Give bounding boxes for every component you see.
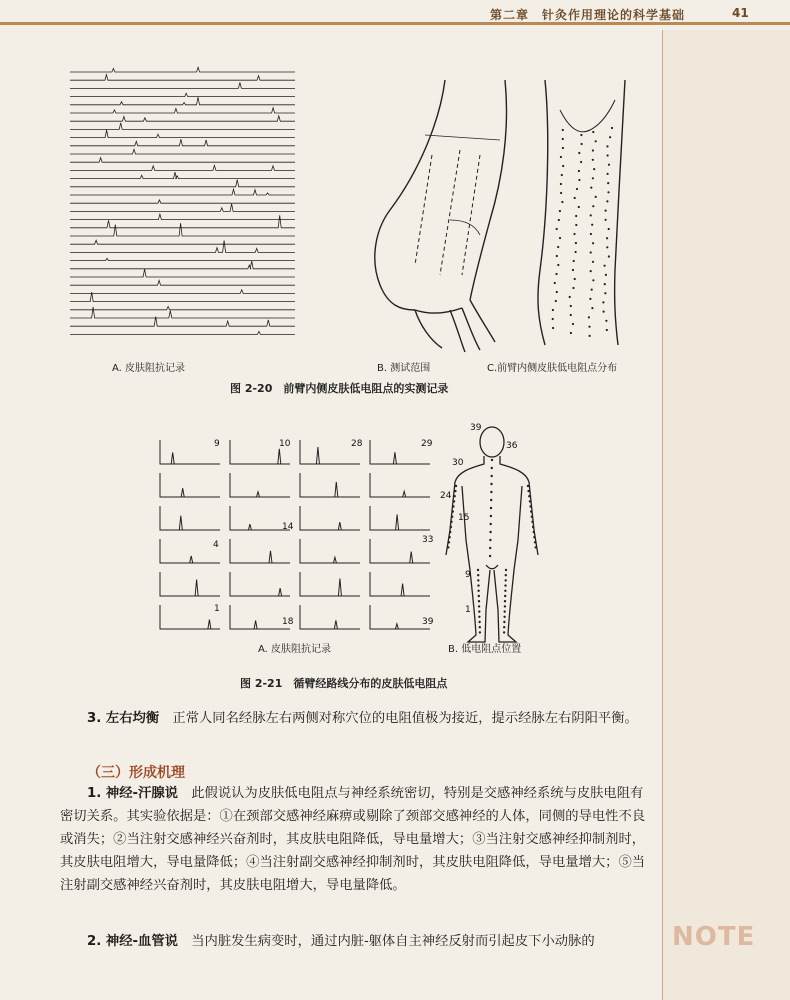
impedance-trace [70,331,295,334]
body-label: 1 [465,605,471,615]
dot [592,149,594,151]
dot [450,521,452,523]
impedance-trace [70,123,295,130]
dot [607,154,609,156]
dot [477,579,479,581]
dot [589,335,591,337]
trace-peak [254,621,257,630]
dot [504,595,506,597]
page-number: 41 [732,6,749,20]
dot [572,287,574,289]
dot [592,242,594,244]
fig-2-20-caption-a: A. 皮肤阻抗记录 [112,363,186,374]
figure-2-21-graphic [150,420,570,650]
impedance-trace [70,240,295,244]
dot [503,626,505,628]
trace-peak [179,516,182,530]
dot [607,191,609,193]
dot [572,323,574,325]
dot [605,210,607,212]
trace-label: 28 [351,439,363,449]
dot [449,531,451,533]
dot [491,475,493,477]
paragraph-text: 此假说认为皮肤低电阻点与神经系统密切，特别是交感神经系统与皮肤电阻有密切关系。其实验依据是：①在颈部交感神经麻痹或剔除了颈部交感神经的人体，同侧的导电性不良或消失；②当注射交感神经兴奋剂时，其皮肤电阻降低，导电量增大；③当注射交感神经抑制剂时，其皮肤电阻增大，导电量降低；④当注射副交感神经抑制剂时，其皮肤电阻降低，导电量增大；⑤当注射副交感神经兴奋剂时，其皮肤电阻增大，导电量降低。 [60,786,646,893]
trace-panel [230,473,290,497]
trace-label: 14 [282,522,294,532]
dot [592,279,594,281]
trace-peak [248,524,251,530]
dot [562,147,564,149]
dot [478,605,480,607]
trace-peak [269,551,272,563]
impedance-trace [70,75,295,81]
dot [605,320,607,322]
dot [578,152,580,154]
dot [533,536,535,538]
dot [589,298,591,300]
impedance-trace [70,172,295,179]
trace-label: 9 [214,439,220,449]
trace-panel [230,506,290,530]
dot [574,278,576,280]
trace-peak [195,580,198,596]
dot [479,626,481,628]
dot [535,546,537,548]
dot [557,264,559,266]
dot [478,621,480,623]
dot [574,197,576,199]
impedance-trace [70,258,295,260]
trace-label: 39 [422,617,434,627]
trace-panel [300,506,360,530]
trace-peak [190,556,193,563]
dot [590,187,592,189]
dot [558,219,560,221]
trace-peak [401,584,404,597]
trace-panel [160,506,220,530]
dot [478,595,480,597]
dot [575,242,577,244]
figure-2-20-graphic [70,60,660,360]
trace-peak [338,522,341,530]
dot [477,569,479,571]
body-label: 24 [440,491,452,501]
dot [478,616,480,618]
dot [570,332,572,334]
impedance-trace [70,269,295,277]
dot [588,326,590,328]
dot [590,233,592,235]
margin-rule [662,30,663,1000]
impedance-trace [70,108,295,113]
impedance-trace [70,158,295,163]
paragraph-text: 正常人同名经脉左右两侧对称穴位的电阻值极为接近，提示经脉左右阴阳平衡。 [172,711,638,726]
fig-2-21-caption-b: B. 低电阻点位置 [448,644,522,655]
dot [602,301,604,303]
dot [489,555,491,557]
trace-peak [278,449,281,464]
trace-peak [333,557,336,563]
dot [448,536,450,538]
dot [606,200,608,202]
dot [608,228,610,230]
trace-peak [334,620,337,629]
dot [504,600,506,602]
dot [490,523,492,525]
low-resistance-dots [552,127,614,337]
body-label: 39 [470,423,482,433]
dot [450,526,452,528]
dot [531,521,533,523]
chapter-title: 第二章 针灸作用理论的科学基础 [490,8,686,22]
dot [573,233,575,235]
impedance-trace [70,290,295,294]
impedance-trace [70,307,295,310]
dot [454,490,456,492]
dot [552,327,554,329]
forearm-dot-illustration [538,80,625,345]
dot [451,516,453,518]
impedance-trace [70,223,295,236]
dot [609,136,611,138]
trace-label: 29 [421,439,433,449]
impedance-trace [70,139,295,146]
impedance-trace [70,261,295,269]
trace-panel [230,539,290,563]
impedance-trace [70,200,295,203]
dot [505,569,507,571]
dot [478,600,480,602]
dot [529,500,531,502]
dot [573,260,575,262]
dot [453,500,455,502]
dot [572,269,574,271]
dot [556,228,558,230]
trace-panel [300,572,360,596]
dot [606,246,608,248]
dot [606,237,608,239]
impedance-trace [70,83,295,89]
trace-panel [300,605,360,629]
dot [590,251,592,253]
paragraph-nerve-vessel [60,930,655,953]
dot [607,173,609,175]
dot [593,168,595,170]
impedance-trace [70,214,295,220]
dot [605,274,607,276]
fig-2-20-caption-c: C.前臂内侧皮肤低电阻点分布 [487,363,618,374]
dot [575,224,577,226]
trace-panel [300,473,360,497]
paragraph-heading: 3. 左右均衡 [87,711,160,726]
trace-peak [335,482,338,497]
dot [477,574,479,576]
trace-peak [410,552,413,563]
dot [533,531,535,533]
dot [592,205,594,207]
note-margin-label: NOTE [672,922,756,952]
dot [528,495,530,497]
dot [576,188,578,190]
body-label: 15 [458,513,470,523]
dot [447,546,449,548]
dot [562,138,564,140]
dot [504,605,506,607]
trace-peak [396,514,399,530]
dot [527,485,529,487]
dot [556,255,558,257]
fig-2-21-caption-a: A. 皮肤阻抗记录 [258,644,332,655]
dot [478,610,480,612]
dot [490,483,492,485]
dot [570,314,572,316]
trace-peak [338,579,341,597]
dot [591,307,593,309]
dot [592,177,594,179]
dot [561,174,563,176]
dot [489,547,491,549]
dot [578,170,580,172]
dot [604,283,606,285]
page-header [0,0,790,30]
dot [530,510,532,512]
trace-peak [181,488,184,497]
dot [606,329,608,331]
section-heading: （三）形成机理 [87,765,185,781]
dot [504,590,506,592]
trace-label: 18 [282,617,294,627]
impedance-traces [70,67,295,334]
fig-2-21-title: 图 2-21 循臂经路线分布的皮肤低电阻点 [240,677,448,690]
dot [591,224,593,226]
dot [448,541,450,543]
trace-panel [160,572,220,596]
paragraph-heading: 2. 神经-血管说 [87,934,178,949]
dot [588,316,590,318]
trace-panel [370,506,430,530]
dot [569,296,571,298]
dot [606,145,608,147]
dot [452,510,454,512]
dot [490,491,492,493]
trace-peak [403,491,406,497]
dot [534,541,536,543]
paragraph-nerve-sweat-gland [60,782,655,897]
dot [560,192,562,194]
dot [581,143,583,145]
paragraph-heading: 1. 神经-汗腺说 [87,786,178,801]
trace-peak [279,588,282,596]
fig-2-20-title: 图 2-20 前臂内侧皮肤低电阻点的实测记录 [230,382,449,395]
impedance-trace [70,116,295,121]
dot [503,616,505,618]
dot [559,237,561,239]
dot [477,584,479,586]
trace-peak [257,492,260,497]
dot [592,131,594,133]
impedance-trace [70,307,295,318]
dot [452,505,454,507]
side-margin [663,30,790,1000]
trace-label: 1 [214,604,220,614]
dot [552,309,554,311]
dot [570,305,572,307]
dot [531,516,533,518]
impedance-trace [70,165,295,170]
impedance-trace-panels [160,439,433,629]
dot [504,610,506,612]
dot [455,485,457,487]
trace-peak [393,452,396,464]
dot [608,255,610,257]
dot [504,584,506,586]
dot [595,140,597,142]
dot [578,206,580,208]
dot [532,526,534,528]
dot [575,215,577,217]
dot [503,621,505,623]
dot [505,574,507,576]
trace-panel [300,539,360,563]
dot [555,300,557,302]
dot [505,579,507,581]
trace-label: 33 [422,535,434,545]
trace-panel [160,473,220,497]
dot [562,165,564,167]
body-label: 30 [452,458,464,468]
dot [592,261,594,263]
trace-peak [208,620,211,629]
dot [554,282,556,284]
trace-peak [316,447,319,464]
impedance-trace [70,215,295,228]
dot [590,270,592,272]
dot [477,590,479,592]
impedance-trace [70,130,295,138]
dot [491,467,493,469]
impedance-trace [70,67,295,72]
trace-panel [370,473,430,497]
trace-panel [160,605,220,629]
dot [605,219,607,221]
paragraph-text: 当内脏发生病变时，通过内脏-躯体自主神经反射而引起皮下小动脉的 [191,934,595,949]
impedance-trace [70,204,295,212]
dot [489,531,491,533]
impedance-trace [70,97,295,105]
dot [489,539,491,541]
trace-panel [230,605,290,629]
dot [575,251,577,253]
impedance-trace [70,149,295,154]
fig-2-20-caption-b: B. 测试范围 [377,363,431,374]
dot [591,289,593,291]
impedance-trace [70,280,295,285]
dot [555,273,557,275]
dot [611,127,613,129]
paragraph-left-right-balance [60,707,655,730]
trace-panel [160,440,220,464]
body-label: 36 [506,441,518,451]
dot [604,265,606,267]
trace-peak [395,624,398,629]
impedance-trace [70,189,295,195]
dot [590,214,592,216]
dot [560,156,562,158]
dot [527,490,529,492]
dot [552,318,554,320]
dot [607,182,609,184]
dot [557,246,559,248]
dot [454,495,456,497]
body-label: 9 [465,570,471,580]
dot [479,631,481,633]
body-low-resistance-dots [447,459,537,634]
dot [562,129,564,131]
impedance-trace [70,180,295,187]
trace-peak [171,453,174,465]
dot [592,159,594,161]
dot [559,210,561,212]
dot [580,134,582,136]
trace-panel [370,605,430,629]
dot [608,164,610,166]
dot [560,183,562,185]
dot [529,505,531,507]
arm-illustration [375,80,507,352]
dot [561,201,563,203]
trace-panel [370,539,430,563]
dot [556,291,558,293]
impedance-trace [70,240,295,252]
impedance-trace [70,93,295,96]
dot [490,515,492,517]
dot [491,459,493,461]
dot [580,161,582,163]
dot [595,196,597,198]
dot [603,311,605,313]
trace-panel [370,572,430,596]
trace-label: 4 [213,540,219,550]
dot [604,292,606,294]
dot [490,507,492,509]
dot [490,499,492,501]
dot [578,179,580,181]
trace-label: 10 [279,439,291,449]
dot [503,631,505,633]
